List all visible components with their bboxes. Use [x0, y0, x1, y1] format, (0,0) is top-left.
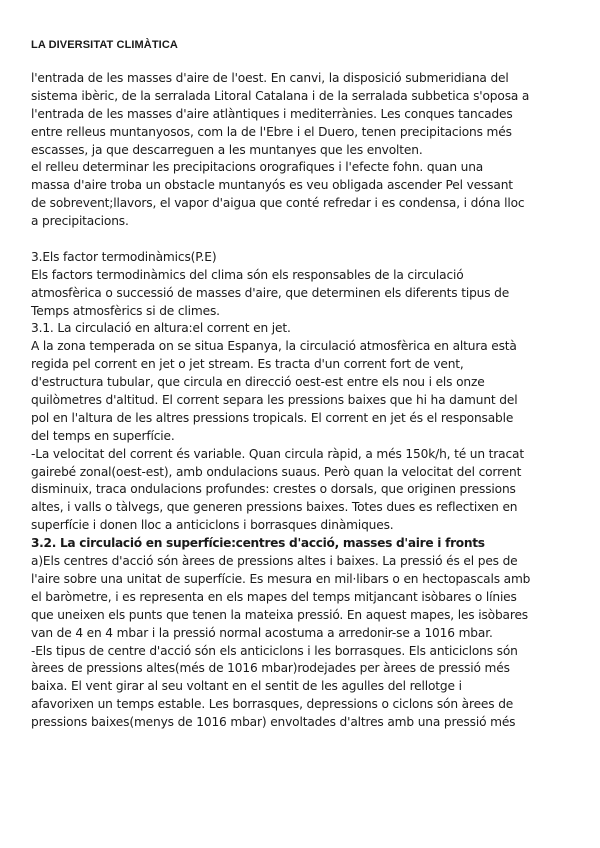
- paragraph-spacer: [31, 231, 576, 249]
- section-3-2-text: [31, 553, 576, 732]
- text-line: A la zona temperada on se situa Espanya, la circulació atmosfèrica en altura està: [31, 339, 517, 354]
- text-line: a precipitacions.: [31, 214, 129, 229]
- text-line: a)Els centres d'acció són àrees de pressions altes i baixes. La pressió és el pes de: [31, 554, 518, 569]
- section-3-1-text: [31, 338, 576, 535]
- text-line: l'entrada de les masses d'aire de l'oest. En canvi, la disposició submeridiana del: [31, 71, 509, 85]
- text-line: regida pel corrent en jet o jet stream. Es tracta d'un corrent fort de vent,: [31, 357, 464, 372]
- text-line: massa d'aire troba un obstacle muntanyós es veu obligada ascender Pel vessant: [31, 178, 513, 193]
- text-line: altes, i valls o tàlvegs, que generen pressions baixes. Totes dues es reflectixen en: [31, 500, 518, 515]
- text-line: atmosfèrica o successió de masses d'aire, que determinen els diferents tipus de: [31, 285, 510, 300]
- text-line: quilòmetres d'altitud. El corrent separa les pressions baixes que hi ha damunt del: [31, 393, 518, 408]
- document-title: LA DIVERSITAT CLIMÀTICA: [31, 39, 178, 51]
- text-line: entre relleus muntanyosos, com la de l'Ebre i el Duero, tenen precipitacions més: [31, 124, 512, 139]
- text-line: pressions baixes(menys de 1016 mbar) envoltades d'altres amb una pressió més: [31, 715, 516, 730]
- text-line: sistema ibèric, de la serralada Litoral Catalana i de la serralada subbetica s'oposa a: [31, 88, 530, 103]
- section-3-1-heading: 3.1. La circulació en altura:el corrent en jet.: [31, 321, 291, 336]
- text-line: baixa. El vent girar al seu voltant en el sentit de les agulles del rellotge i: [31, 679, 462, 694]
- section-3-2-heading: 3.2. La circulació en superfície:centres d'acció, masses d'aire i fronts: [31, 536, 485, 551]
- text-line: Temps atmosfèrics si de climes.: [31, 303, 220, 318]
- text-line: afavorixen un temps estable. Les borrasques, depressions o ciclons són àrees de: [31, 697, 514, 712]
- section-3-text: [31, 267, 576, 321]
- text-line: d'estructura tubular, que circula en direcció oest-est entre els nou i els onze: [31, 375, 485, 390]
- document-body: [31, 70, 576, 732]
- text-line: que uneixen els punts que tenen la mateixa pressió. En aquest mapes, les isòbares: [31, 607, 529, 622]
- text-line: el baròmetre, i es representa en els mapes del temps mitjancant isòbares o línies: [31, 589, 517, 604]
- paragraph-orography: [31, 70, 576, 231]
- section-3-heading: 3.Els factor termodinàmics(P.E): [31, 249, 217, 264]
- text-line: l'aire sobre una unitat de superfície. Es mesura en mil·libars o en hectopascals amb: [31, 571, 531, 586]
- text-line: -Els tipus de centre d'acció són els anticiclons i les borrasques. Els anticiclons són: [31, 643, 518, 658]
- text-line: van de 4 en 4 mbar i la pressió normal acostuma a arredonir-se a 1016 mbar.: [31, 625, 493, 640]
- text-line: escasses, ja que descarreguen a les muntanyes que les envolten.: [31, 142, 423, 157]
- text-line: -La velocitat del corrent és variable. Quan circula ràpid, a més 150k/h, té un tracat: [31, 446, 524, 461]
- text-line: del temps en superfície.: [31, 428, 175, 443]
- text-line: el relleu determinar les precipitacions orografiques i l'efecte fohn. quan una: [31, 160, 484, 175]
- text-line: Els factors termodinàmics del clima són els responsables de la circulació: [31, 267, 464, 282]
- text-line: l'entrada de les masses d'aire atlàntiques i mediterrànies. Les conques tancades: [31, 106, 513, 121]
- text-line: àrees de pressions altes(més de 1016 mbar)rodejades per àrees de pressió més: [31, 661, 510, 676]
- text-line: pol en l'altura de les altres pressions tropicals. El corrent en jet és el responsable: [31, 410, 514, 425]
- text-line: superfície i donen lloc a anticiclons i borrasques dinàmiques.: [31, 518, 394, 533]
- text-line: de sobrevent;llavors, el vapor d'aigua que conté refredar i es condensa, i dóna lloc: [31, 196, 525, 211]
- text-line: disminuix, traca ondulacions profundes: crestes o dorsals, que originen pressions: [31, 482, 516, 497]
- text-line: gairebé zonal(oest-est), amb ondulacions suaus. Però quan la velocitat del corrent: [31, 464, 522, 479]
